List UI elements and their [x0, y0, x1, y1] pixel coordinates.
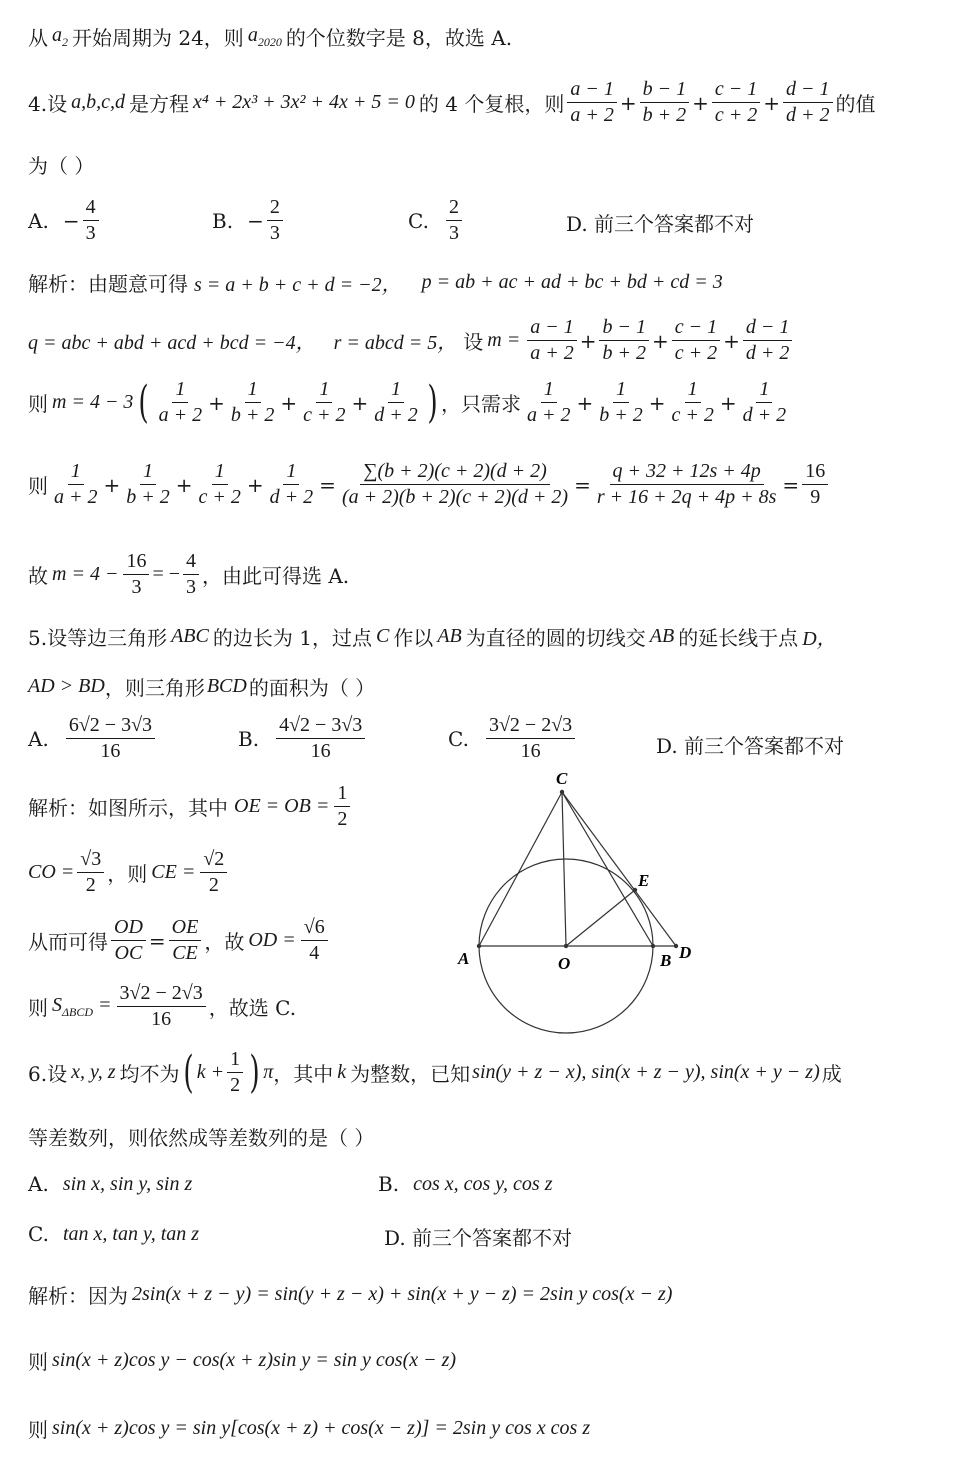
- label-D: D: [679, 943, 692, 962]
- geometry-figure: [452, 762, 712, 1042]
- q4-sol-5: 故 m = 4 − $\frac{16}{3}$ = − $\frac{4}{3}$ ，由此可得选 A.: [28, 550, 350, 598]
- q6-sol-1: 解析： 因为 2sin(x + z − y) = sin(y + z − x) + sin(x + y − z) = 2sin y cos(x − z): [28, 1283, 673, 1308]
- q5-sol-3: 从而可得 $\frac{OD}{OC}$ = $\frac{OE}{CE}$ ，故 OD = $\frac{√6}{4}$: [28, 916, 331, 965]
- frac: $\frac{a - 1}{a + 2}$: [567, 78, 617, 127]
- segment-OE: [566, 890, 635, 946]
- text: 的个位数字是 8，故选 A.: [285, 26, 513, 50]
- intro-line: [28, 22, 512, 51]
- a2-symbol: $a_2$: [52, 23, 68, 49]
- a2020-symbol: $a_{2020}$: [247, 23, 282, 49]
- q6-option-d: D. 前三个答案都不对: [384, 1226, 573, 1250]
- label-B: B: [660, 951, 672, 970]
- q6-sol-2: 则 sin(x + z)cos y − cos(x + z)sin y = sin y cos(x − z): [28, 1349, 457, 1374]
- q4-option-c: C. $\frac{2}{3}$: [408, 196, 465, 245]
- q5-sol-4: 则 $S_{\Delta BCD}$ = $\frac{3√2 - 2√3}{16}$ ，故选 C.: [28, 982, 297, 1030]
- segment-CO: [562, 792, 566, 946]
- q5-option-b: B. $\frac{4√2 - 3√3}{16}$: [238, 714, 368, 763]
- frac: $\frac{d - 1}{d + 2}$: [783, 78, 833, 127]
- q5-stem-2: AD > BD ，则三角形 BCD 的面积为（ ）: [28, 675, 376, 700]
- frac: $\frac{b - 1}{b + 2}$: [640, 78, 690, 127]
- q4-wei: [28, 150, 94, 179]
- q6-stem-1: 6.设 x, y, z 均不为 ( k + $\frac{1}{2}$ ) π ，其中 k 为整数，已知 sin(y + z − x), sin(x + z − y), sin(x + y − z) 成: [28, 1046, 842, 1098]
- q4-option-b: B. − $\frac{2}{3}$: [212, 196, 286, 245]
- segment-CB: [562, 792, 653, 946]
- q4-stem: 4.设 a,b,c,d 是方程 x⁴ + 2x³ + 3x² + 4x + 5 = 0 的 4 个复根，则 $\frac{a - 1}{a + 2}$ + $\frac{b - 1}{b + 2}$ + $\frac{c - 1}{c + 2}$ + $\frac{d - 1}{d + 2}$ 的值: [28, 78, 876, 126]
- q6-option-b: B. cos x, cos y, cos z: [378, 1172, 553, 1196]
- text: 是方程: [128, 92, 189, 116]
- q5-option-a: A. $\frac{6√2 - 3√3}{16}$: [28, 714, 158, 763]
- q5-option-c: C. $\frac{3√2 - 2√3}{16}$: [448, 714, 578, 763]
- text: 的值: [835, 92, 876, 116]
- segment-CD: [562, 792, 676, 946]
- label-O: O: [558, 954, 571, 973]
- q5-stem-1: 5.设等边三角形 ABC 的边长为 1，过点 C 作以 AB 为直径的圆的切线交 AB 的延长线于点 D，: [28, 625, 837, 650]
- q5-option-d: D. 前三个答案都不对: [656, 734, 845, 758]
- q6-option-c: C. tan x, tan y, tan z: [28, 1222, 200, 1246]
- text: 为（ ）: [28, 154, 95, 178]
- text: 4.设: [28, 92, 68, 116]
- q4-sol-4: 则 $\frac{1}{a + 2}$ + $\frac{1}{b + 2}$ + $\frac{1}{c + 2}$ + $\frac{1}{d + 2}$ = $\frac{\sum(b + 2)(c + 2)(d + 2)}{(a + 2)(b + 2)(c + 2)(d + 2)}$ = $\frac{q + 32 + 12s + 4p}{r + 16 + 2q + 4p + 8s}$ = $\frac{16}{9}$: [28, 460, 831, 509]
- label-A: A: [458, 949, 470, 968]
- segment-CA: [479, 792, 562, 946]
- text: 开始周期为 24，则: [72, 26, 244, 50]
- q4-sol-1: 解析： 由题意可得 s = a + b + c + d = −2， p = ab + ac + ad + bc + bd + cd = 3: [28, 271, 723, 296]
- equation: x⁴ + 2x³ + 3x² + 4x + 5 = 0: [192, 91, 415, 113]
- frac: $\frac{c - 1}{c + 2}$: [712, 78, 760, 127]
- q4-sol-3: 则 m = 4 − 3 ( $\frac{1}{a + 2}$ + $\frac{1}{b + 2}$ + $\frac{1}{c + 2}$ + $\frac{1}{d + 2}$ ) ，只需求 $\frac{1}{a + 2}$ + $\frac{1}{b + 2}$ + $\frac{1}{c + 2}$ + $\frac{1}{d + 2}$: [28, 376, 787, 428]
- q4-option-d: D. 前三个答案都不对: [566, 212, 755, 236]
- q6-stem-2: 等差数列，则依然成等差数列的是（ ）: [28, 1126, 375, 1150]
- q5-sol-1: 解析： 如图所示，其中 OE = OB = $\frac{1}{2}$: [28, 782, 353, 831]
- q4-sol-2: q = abc + abd + acd + bcd = −4， r = abcd = 5， 设 m = $\frac{a - 1}{a + 2}$ + $\frac{b - 1}{b + 2}$ + $\frac{c - 1}{c + 2}$ + $\frac{d - 1}{d + 2}$: [28, 316, 795, 365]
- label-E: E: [638, 871, 650, 890]
- q5-sol-2: CO = $\frac{√3}{2}$ ，则 CE = $\frac{√2}{2}$: [28, 848, 230, 897]
- vars: a,b,c,d: [71, 91, 125, 113]
- text: 从: [28, 26, 48, 50]
- q4-option-a: A. − $\frac{4}{3}$: [28, 196, 102, 245]
- text: 的 4 个复根，则: [418, 92, 565, 116]
- q6-option-a: A. sin x, sin y, sin z: [28, 1172, 193, 1196]
- label-C: C: [556, 769, 568, 788]
- q6-sol-3: 则 sin(x + z)cos y = sin y[cos(x + z) + cos(x − z)] = 2sin y cos x cos z: [28, 1417, 591, 1442]
